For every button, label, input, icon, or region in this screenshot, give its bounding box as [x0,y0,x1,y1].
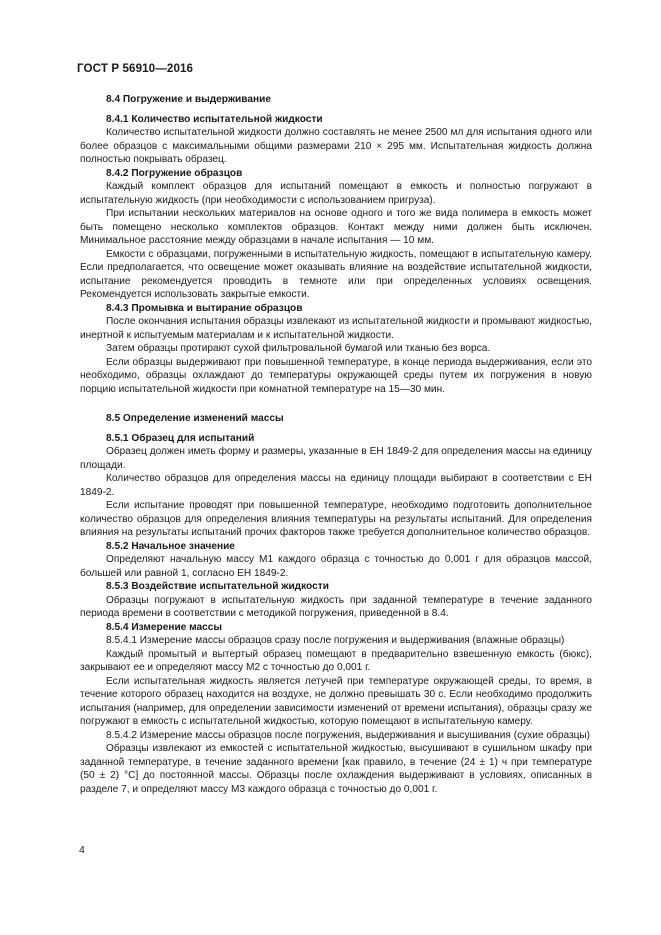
document-code: ГОСТ Р 56910—2016 [77,62,194,75]
section-heading: 8.4.2 Погружение образцов [106,167,243,179]
section-heading: 8.4.3 Промывка и вытирание образцов [106,302,303,314]
section-heading: 8.5.1 Образец для испытаний [106,432,255,444]
paragraph: 8.5.4.2 Измерение массы образцов после погружения, выдерживания и высушивания (сухие образцы) [106,729,591,741]
section-heading: 8.5.3 Воздействие испытательной жидкости [106,581,329,592]
page-number: 4 [79,844,85,856]
section-heading: 8.5 Определение изменений массы [106,413,284,424]
paragraph: Образцы извлекают из емкостей с испытательной жидкостью, высушивают в сушильном шкафу при заданной температуре, в течение заданного времени [как правило, в течение (24 ± 1) ч при температуре (50 ± 2) °С] до постоянной массы. Образцы после охлаждения выдерживают в условиях, описанных в разделе 7, и определяют массу М3 каждого образца с точностью до 0,001 г. [80,743,592,795]
paragraph: Затем образцы протирают сухой фильтровальной бумагой или тканью без ворса. [106,343,491,354]
section-heading: 8.4 Погружение и выдерживание [106,94,271,105]
section-heading: 8.5.2 Начальное значение [106,540,235,552]
section-heading: 8.5.4 Измерение массы [106,621,223,633]
paragraph: Если образцы выдерживают при повышенной температуре, в конце периода выдерживания, если это необходимо, образцы охлаждают до температуры окружающей среды путем их погружения в новую порцию испытательной жидкости при комнатной температуре на 15—30 мин. [80,356,592,395]
paragraph: Определяют начальную массу М1 каждого образца с точностью до 0,001 г для образцов массой, большей или равной 1, согласно ЕН 1849-2. [80,554,592,579]
paragraph: Образец должен иметь форму и размеры, указанные в ЕН 1849-2 для определения массы на единицу площади. [80,446,592,471]
paragraph: После окончания испытания образцы извлекают из испытательной жидкости и промывают жидкостью, инертной к испытуемым материалам и к испытательной жидкости. [80,316,592,341]
paragraph: Количество образцов для определения массы на единицу площади выбирают в соответствии с ЕН 1849-2. [80,473,592,498]
paragraph: Каждый комплект образцов для испытаний помещают в емкость и полностью погружают в испытательную жидкость (при необходимости с использованием пригруза). [80,181,592,206]
paragraph: Если испытательная жидкость является летучей при температуре окружающей среды, то время, в течение которого образец находится на воздухе, не должно превышать 30 с. Если необходимо продолжить испытания (например, для определении зависимости изменений от времени испытания), образцы сразу же погружают в емкость с испытательной жидкостью, которую помещают в испытательную камеру. [80,675,592,727]
paragraph: Если испытание проводят при повышенной температуре, необходимо подготовить дополнительное количество образцов для определения влияния температуры на результаты испытаний. Для определения влияния на результаты испытаний прочих факторов также требуется дополнительное количество образцов. [80,500,592,538]
paragraph: Емкости с образцами, погруженными в испытательную жидкость, помещают в испытательную камеру. Если предполагается, что освещение может оказывать влияние на воздействие испытательной жидкости, испытание рекомендуется проводить в темноте или при определенных условиях освещения. Рекомендуется использовать закрытые емкости. [80,248,592,300]
paragraph: Количество испытательной жидкости должно составлять не менее 2500 мл для испытания одного или более образцов с максимальными общими размерами 210 × 295 мм. Испытательная жидкость должна полностью покрывать образец. [80,127,592,165]
paragraph: Образцы погружают в испытательную жидкость при заданной температуре в течение заданного периода времени в соответствии с методикой погружения, приведенной в 8.4. [80,594,592,619]
paragraph: 8.5.4.1 Измерение массы образцов сразу после погружения и выдерживания (влажные образцы) [106,635,565,646]
document-body [80,93,592,796]
paragraph: Каждый промытый и вытертый образец помещают в предварительно взвешенную емкость (бюкс), закрывают ее и определяют массу М2 с точностью до 0,001 г. [80,648,592,673]
paragraph: При испытании нескольких материалов на основе одного и того же вида полимера в емкость может быть помещено несколько комплектов образцов. Контакт между ними должен быть исключен. Минимальное расстояние между образцами в начале испытания — 10 мм. [80,208,592,246]
section-heading: 8.4.1 Количество испытательной жидкости [106,113,323,125]
